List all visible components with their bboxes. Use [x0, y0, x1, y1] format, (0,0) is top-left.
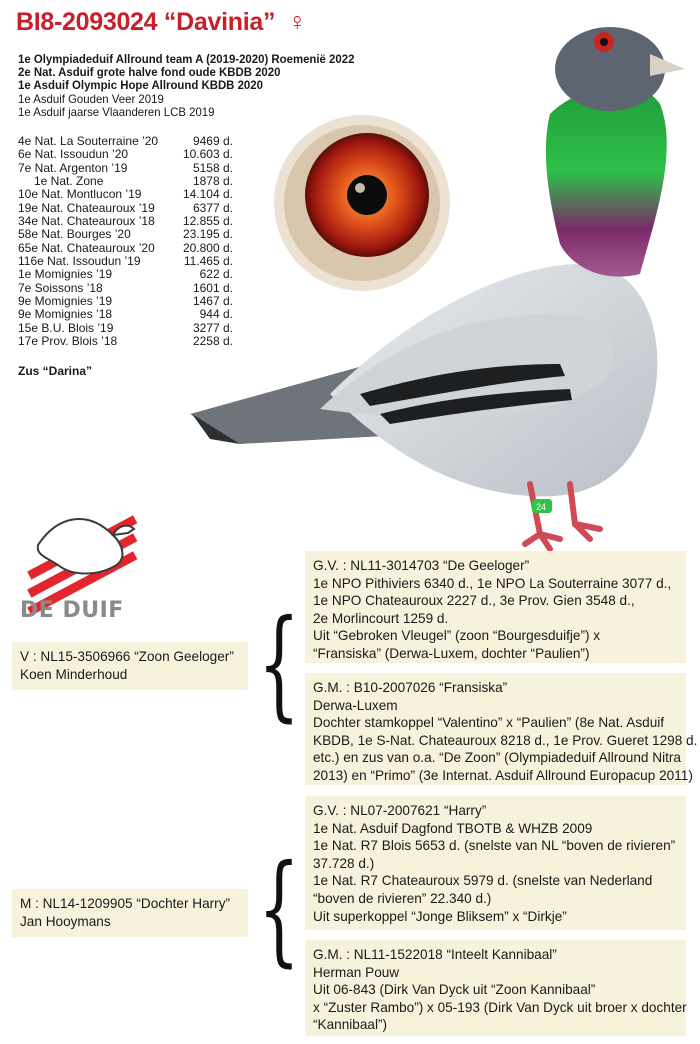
- granddam-paternal-box: [305, 673, 698, 785]
- leg-ring-text: 24: [536, 502, 547, 512]
- result-birds: 12.855 d.: [182, 214, 233, 229]
- result-race: 17e Prov. Blois ’18: [18, 334, 118, 349]
- pedigree-line: “Fransiska” (Derwa-Luxem, dochter “Paulien”): [313, 645, 590, 661]
- result-birds: 9469 d.: [192, 134, 233, 148]
- granddam-maternal-box: [305, 940, 686, 1036]
- pedigree-line: G.V. : NL11-3014703 “De Geeloger”: [313, 558, 530, 573]
- result-race: 9e Momignies ’18: [18, 307, 113, 322]
- pedigree-line: Uit “Gebroken Vleugel” (zoon “Bourgesduifje”) x: [313, 628, 601, 644]
- result-race: 65e Nat. Chateauroux ’20: [18, 240, 155, 255]
- result-race: 15e B.U. Blois ’19: [18, 320, 114, 335]
- result-birds: 14.104 d.: [182, 187, 233, 202]
- honour-line: 2e Nat. Asduif grote halve fond oude KBDB 2020: [18, 65, 281, 80]
- pigeon-name: “Davinia”: [163, 8, 276, 36]
- result-birds: 6377 d.: [192, 200, 233, 215]
- result-birds: 3277 d.: [192, 320, 233, 335]
- result-race: 10e Nat. Montlucon ’19: [18, 187, 142, 202]
- honour-line: 1e Asduif jaarse Vlaanderen LCB 2019: [18, 104, 215, 119]
- result-race: 7e Nat. Argenton ’19: [18, 160, 128, 175]
- result-race: 58e Nat. Bourges ’20: [18, 227, 131, 242]
- pedigree-line: Koen Minderhoud: [20, 666, 128, 682]
- result-race: 1e Momignies ’19: [18, 267, 113, 282]
- dam-brace: {: [258, 840, 300, 979]
- pedigree-line: Herman Pouw: [313, 964, 400, 980]
- sire-box: [12, 642, 248, 690]
- pedigree-line: 1e NPO Pithiviers 6340 d., 1e NPO La Souterraine 3077 d.,: [313, 575, 672, 591]
- pedigree-line: x “Zuster Rambo”) x 05-193 (Dirk Van Dyck uit broer x dochter: [313, 999, 687, 1015]
- result-race: 1e Nat. Zone: [34, 174, 104, 189]
- pedigree-line: 1e Nat. R7 Blois 5653 d. (snelste van NL “boven de rivieren”: [313, 838, 676, 854]
- pedigree-line: 2013) en “Primo” (3e Internat. Asduif Allround Europacup 2011): [313, 767, 693, 783]
- eye-closeup-image: [272, 113, 452, 293]
- honour-line: 1e Olympiadeduif Allround team A (2019-2020) Roemenië 2022: [18, 52, 355, 66]
- logo-text: DE DUIF: [20, 598, 124, 623]
- result-birds: 11.465 d.: [183, 254, 233, 269]
- result-race: 7e Soissons ’18: [18, 280, 103, 295]
- result-birds: 2258 d.: [192, 334, 233, 349]
- pedigree-line: “boven de rivieren” 22.340 d.): [313, 890, 492, 906]
- pedigree-line: 1e Nat. Asduif Dagfond TBOTB & WHZB 2009: [313, 820, 593, 836]
- result-race: 4e Nat. La Souterraine ’20: [18, 134, 159, 148]
- pedigree-line: 1e NPO Chateauroux 2227 d., 3e Prov. Gien 3548 d.,: [313, 593, 635, 609]
- result-race: 34e Nat. Chateauroux ’18: [18, 214, 155, 229]
- sister-note: Zus “Darina”: [18, 364, 93, 378]
- result-birds: 1467 d.: [192, 294, 233, 309]
- pedigree-line: Dochter stamkoppel “Valentino” x “Paulien” (8e Nat. Asduif: [313, 715, 665, 731]
- female-symbol: ♀: [287, 8, 307, 36]
- result-birds: 1878 d.: [192, 174, 233, 189]
- honour-line: 1e Asduif Gouden Veer 2019: [18, 91, 164, 106]
- honour-line: 1e Asduif Olympic Hope Allround KBDB 2020: [18, 78, 263, 93]
- result-race: 9e Momignies ’19: [18, 294, 113, 309]
- grandsire-maternal-box: [305, 796, 686, 930]
- result-birds: 20.800 d.: [182, 240, 233, 255]
- pedigree-line: G.M. : NL11-1522018 “Inteelt Kannibaal”: [313, 947, 557, 962]
- sire-brace: {: [258, 595, 300, 734]
- pedigree-line: M : NL14-1209905 “Dochter Harry”: [20, 896, 231, 911]
- result-birds: 1601 d.: [192, 280, 233, 295]
- result-race: 6e Nat. Issoudun ’20: [18, 147, 129, 162]
- dam-box: [12, 889, 248, 937]
- pedigree-line: 1e Nat. R7 Chateauroux 5979 d. (snelste van Nederland: [313, 873, 653, 889]
- result-race: 116e Nat. Issoudun ’19: [18, 254, 141, 269]
- pedigree-line: 2e Morlincourt 1259 d.: [313, 610, 449, 626]
- ring-number: BI8-2093024: [16, 8, 158, 36]
- result-birds: 10.603 d.: [182, 147, 233, 162]
- result-birds: 23.195 d.: [182, 227, 233, 242]
- result-birds: 5158 d.: [192, 160, 233, 175]
- result-race: 19e Nat. Chateauroux ’19: [18, 200, 155, 215]
- pedigree-line: G.M. : B10-2007026 “Fransiska”: [313, 680, 508, 695]
- result-birds: 944 d.: [199, 307, 233, 322]
- pedigree-line: “Kannibaal”): [313, 1017, 388, 1033]
- pedigree-line: KBDB, 1e S-Nat. Chateauroux 8218 d., 1e Prov. Gueret 1298 d.: [313, 732, 698, 748]
- pedigree-line: etc.) en zus van o.a. “De Zoon” (Olympiadeduif Allround Nitra: [313, 750, 681, 766]
- pedigree-line: V : NL15-3506966 “Zoon Geeloger”: [20, 649, 234, 664]
- pedigree-line: Jan Hooymans: [20, 913, 111, 929]
- result-birds: 622 d.: [199, 267, 233, 282]
- pedigree-line: Derwa-Luxem: [313, 697, 398, 713]
- pedigree-line: Uit superkoppel “Jonge Bliksem” x “Dirkje”: [313, 908, 567, 924]
- grandsire-paternal-box: [305, 551, 686, 663]
- pedigree-line: 37.728 d.): [313, 855, 375, 871]
- pedigree-line: G.V. : NL07-2007621 “Harry”: [313, 803, 487, 818]
- pedigree-line: Uit 06-843 (Dirk Van Dyck uit “Zoon Kannibaal”: [313, 982, 596, 998]
